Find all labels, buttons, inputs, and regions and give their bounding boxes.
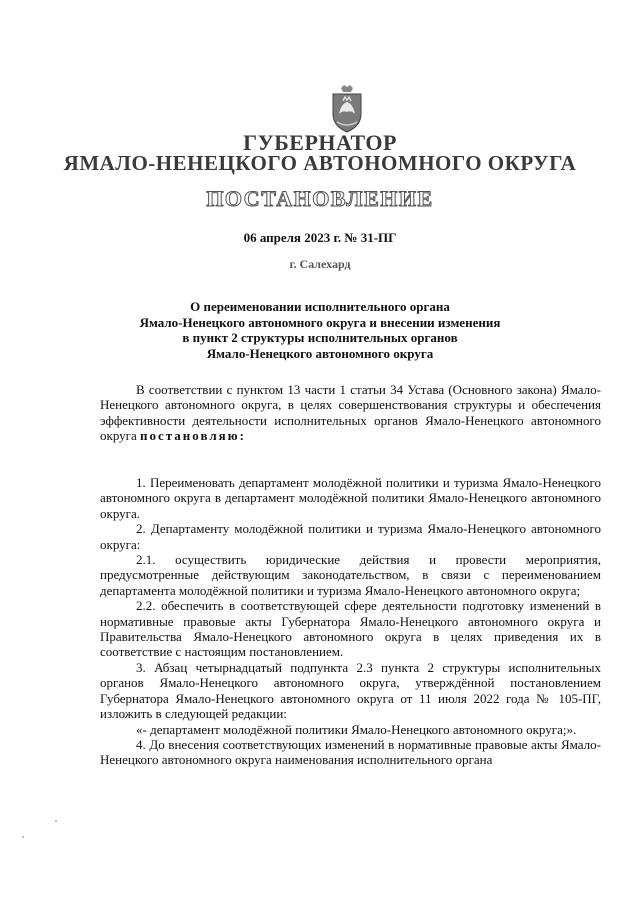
city: г. Салехард: [289, 257, 351, 271]
subject-line: Ямало-Ненецкого автономного округа и внесении изменения: [139, 314, 501, 330]
subject-line: в пункт 2 структуры исполнительных органов: [182, 330, 458, 345]
paragraph-4: 4. До внесения соответствующих изменений в нормативные правовые акты Ямало-Ненецкого автономного округа наименования исполнительного органа: [100, 736, 601, 768]
paragraph-3: 3. Абзац четырнадцатый подпункта 2.3 пункта 2 структуры исполнительных органов Ямало-Ненецкого автономного округа, утверждённой постановлением Губернатора Ямало-Ненецкого автономного округа от 11 июля 2022 года № 105-ПГ, изложить в следующей редакции:: [100, 659, 601, 722]
paragraph-2-2: 2.2. обеспечить в соответствующей сфере деятельности подготовку изменений в нормативные правовые акты Губернатора Ямало-Ненецкого автономного округа и Правительства Ямало-Ненецкого автономного округа в целях приведения их в соответствие с настоящим постановлением.: [100, 598, 601, 660]
preamble: [100, 382, 601, 444]
paragraph-3-quote: «- департамент молодёжной политики Ямало-Ненецкого автономного округа;».: [136, 721, 577, 737]
decree-body: [100, 475, 601, 768]
governor-title: ГУБЕРНАТОР: [243, 130, 397, 155]
subject-line: Ямало-Ненецкого автономного округа: [206, 345, 434, 361]
preamble-text: В соответствии с пунктом 13 части 1 статьи 34 Устава (Основного закона) Ямало-Ненецкого автономного округа, в целях совершенствования структуры и обеспечения эффективности деятельности исполнительных органов Ямало-Ненецкого автономного округа: [100, 382, 601, 444]
scan-artifact: [55, 820, 57, 822]
document-subject: [0, 299, 640, 361]
decree-keyword: постановляю:: [140, 428, 246, 444]
scan-artifact: [22, 836, 24, 838]
region-title: ЯМАЛО-НЕНЕЦКОГО АВТОНОМНОГО ОКРУГА: [63, 151, 577, 175]
paragraph-2-1: 2.1. осуществить юридические действия и провести мероприятия, предусмотренные действующим законодательством, в связи с переименованием департамента молодёжной политики и туризма Ямало-Ненецкого автономного округа;: [100, 552, 601, 598]
document-type: ПОСТАНОВЛЕНИЕ: [206, 186, 434, 211]
paragraph-2: 2. Департаменту молодёжной политики и туризма Ямало-Ненецкого автономного округа:: [100, 521, 601, 552]
paragraph-1: 1. Переименовать департамент молодёжной политики и туризма Ямало-Ненецкого автономного округа в департамент молодёжной политики Ямало-Ненецкого автономного округа.: [100, 475, 601, 521]
yamal-coat-of-arms-icon: [327, 84, 367, 134]
subject-line: О переименовании исполнительного органа: [190, 299, 450, 314]
date-and-number: 06 апреля 2023 г. № 31-ПГ: [243, 230, 397, 245]
